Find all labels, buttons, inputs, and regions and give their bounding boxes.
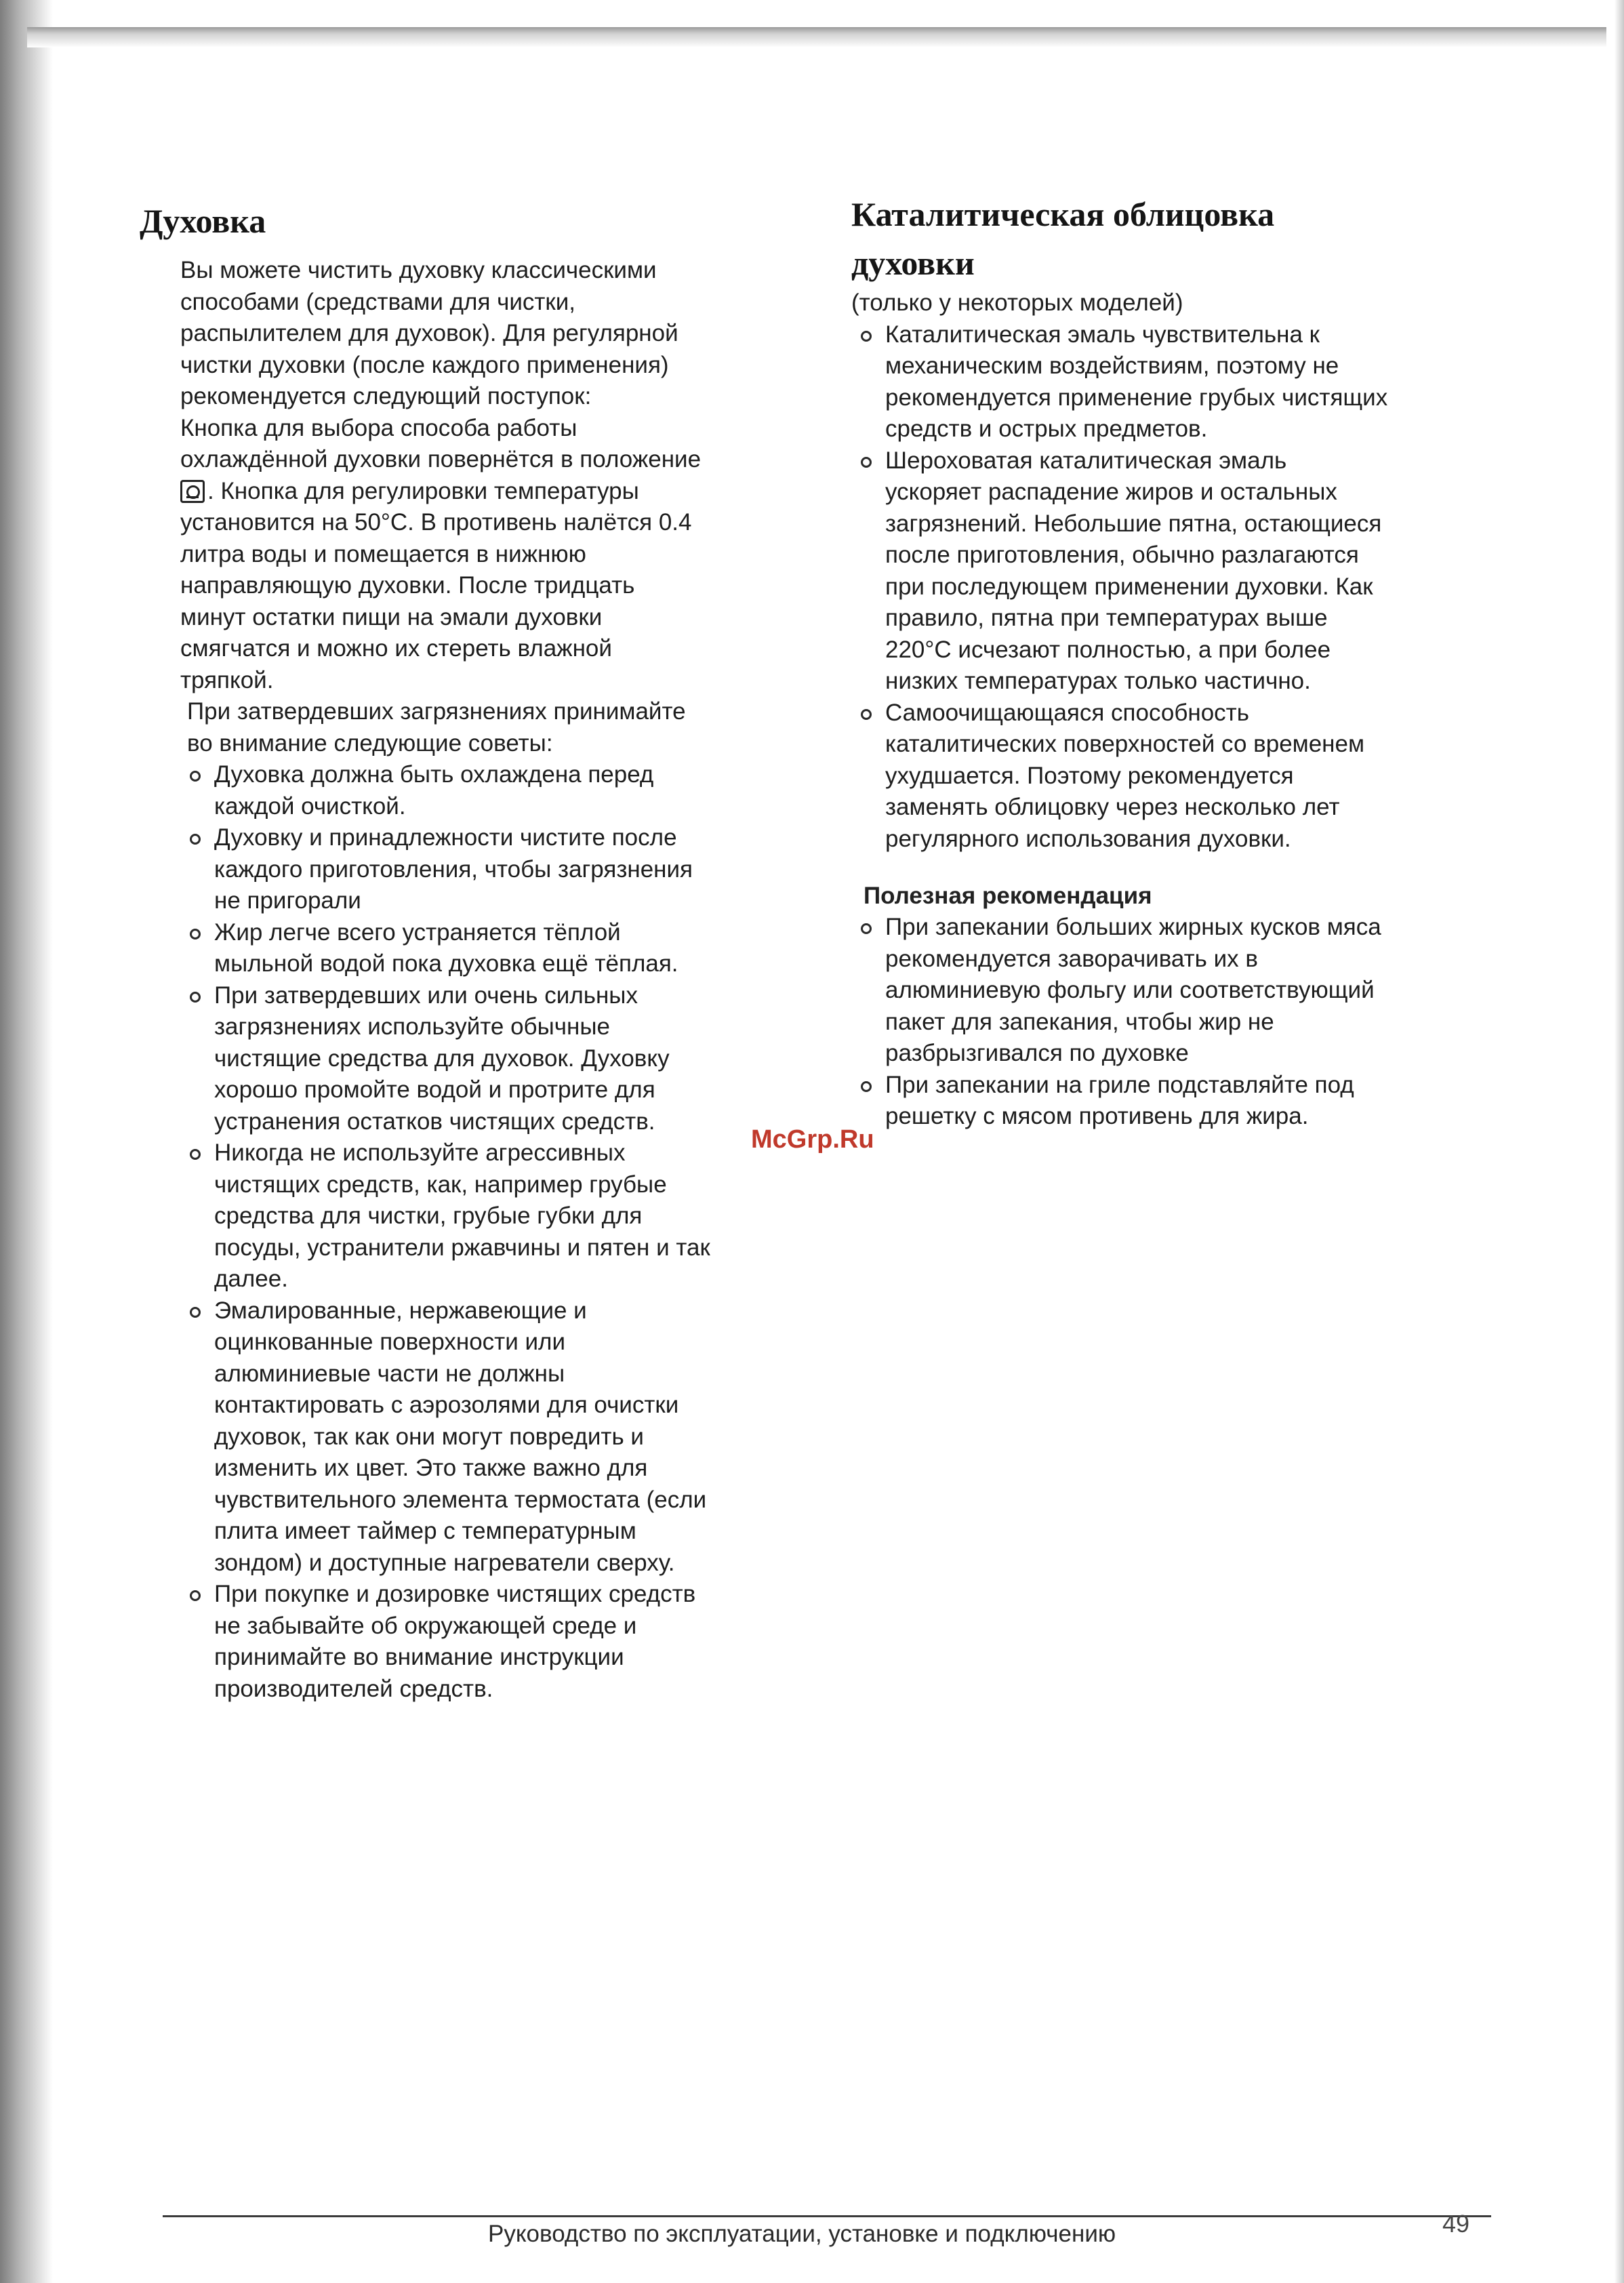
oven-heading: Духовка	[140, 202, 266, 240]
footer-text: Руководство по эксплуатации, установке и подключению	[488, 2221, 1116, 2247]
bullet-icon	[861, 923, 872, 934]
right-column	[851, 190, 1516, 1133]
list-item: Никогда не используйте агрессивных чистящих средств, как, например грубые средства для чистки, грубые губки для посуды, устранители ржавчины и пятен и так далее.	[187, 1137, 790, 1295]
list-item: При покупке и дозировке чистящих средств не забывайте об окружающей среде и принимайте во внимание инструкции производителей средств.	[187, 1579, 790, 1705]
watermark: McGrp.Ru	[751, 1125, 874, 1154]
intro-text-part1: Вы можете чистить духовку классическими способами (средствами для чистки, распылителем для духовок). Для регулярной чистки духовки (после каждого применения) рекомендуется следующий поступок: Кнопка для выбора способа работы охлаждённой духовки повернётся в положение	[180, 257, 702, 472]
bullet-icon	[190, 834, 201, 845]
left-column	[140, 197, 790, 1705]
list-item: Каталитическая эмаль чувствительна к механическим воздействиям, поэтому не рекомендуется применение грубых чистящих средств и острых предметов.	[858, 319, 1516, 445]
list-item: При затвердевших или очень сильных загрязнениях используйте обычные чистящие средства для духовок. Духовку хорошо промойте водой и протрите для устранения остатков чистящих средств.	[187, 980, 790, 1138]
list-item: Духовка должна быть охлаждена перед каждой очисткой.	[187, 759, 790, 822]
intro-text-part2: . Кнопка для регулировки температуры установится на 50°С. В противень налётся 0.4 литра воды и помещается в нижнюю направляющую духовки. После тридцать минут остатки пищи на эмали духовки смягчатся и можно их стереть влажной тряпкой.	[180, 477, 692, 693]
list-item: При запекании на гриле подставляйте под решетку с мясом противень для жира.	[858, 1070, 1516, 1133]
list-item: Шероховатая каталитическая эмаль ускоряет распадение жиров и остальных загрязнений. Небольшие пятна, остающиеся после приготовления, обычно разлагаются при последующем применении духовки. Как правило, пятна при температурах выше 220°С исчезают полностью, а при более низких температурах только частично.	[858, 445, 1516, 698]
useful-tips	[851, 912, 1516, 1133]
bullet-icon	[861, 457, 872, 468]
catalytic-heading-line2: духовки	[851, 244, 975, 282]
catalytic-heading-line1: Каталитическая облицовка	[851, 195, 1275, 233]
bullet-icon	[861, 709, 872, 720]
bullet-icon	[190, 1149, 201, 1160]
scan-shadow-top	[27, 27, 1606, 47]
bullet-icon	[190, 992, 201, 1003]
oven-intro	[140, 255, 790, 696]
catalytic-items	[851, 319, 1516, 855]
scan-shadow-left	[0, 0, 53, 2283]
bullet-icon	[861, 331, 872, 342]
list-item: При запекании больших жирных кусков мяса рекомендуется заворачивать их в алюминиевую фольгу или соответствующий пакет для запекания, чтобы жир не разбрызгивался по духовке	[858, 912, 1516, 1070]
footer-divider	[163, 2215, 1491, 2217]
bullet-icon	[190, 1307, 201, 1318]
oven-cleaning-mode-icon	[180, 480, 205, 503]
hard-stains-intro: При затвердевших загрязнениях принимайте во внимание следующие советы:	[187, 698, 686, 756]
oven-cleaning-tips	[140, 759, 790, 1705]
page-number: 49	[1442, 2210, 1470, 2238]
list-item: Духовку и принадлежности чистите после каждого приготовления, чтобы загрязнения не пригорали	[187, 822, 790, 917]
list-item: Жир легче всего устраняется тёплой мыльной водой пока духовка ещё тёплая.	[187, 917, 790, 980]
bullet-icon	[861, 1081, 872, 1092]
bullet-icon	[190, 771, 201, 782]
bullet-icon	[190, 1590, 201, 1601]
list-item: Эмалированные, нержавеющие и оцинкованные поверхности или алюминиевые части не должны контактировать с аэрозолями для очистки духовок, так как они могут повредить и изменить их цвет. Это также важно для чувствительного элемента термостата (если плита имеет таймер с температурным зондом) и доступные нагреватели сверху.	[187, 1295, 790, 1579]
models-note: (только у некоторых моделей)	[851, 289, 1183, 316]
catalytic-heading	[851, 190, 1516, 287]
useful-tip-title: Полезная рекомендация	[864, 883, 1152, 909]
list-item: Самоочищающаяся способность каталитических поверхностей со временем ухудшается. Поэтому рекомендуется заменять облицовку через несколько лет регулярного использования духовки.	[858, 698, 1516, 855]
bullet-icon	[190, 929, 201, 940]
scan-shadow-right	[1615, 0, 1624, 2283]
